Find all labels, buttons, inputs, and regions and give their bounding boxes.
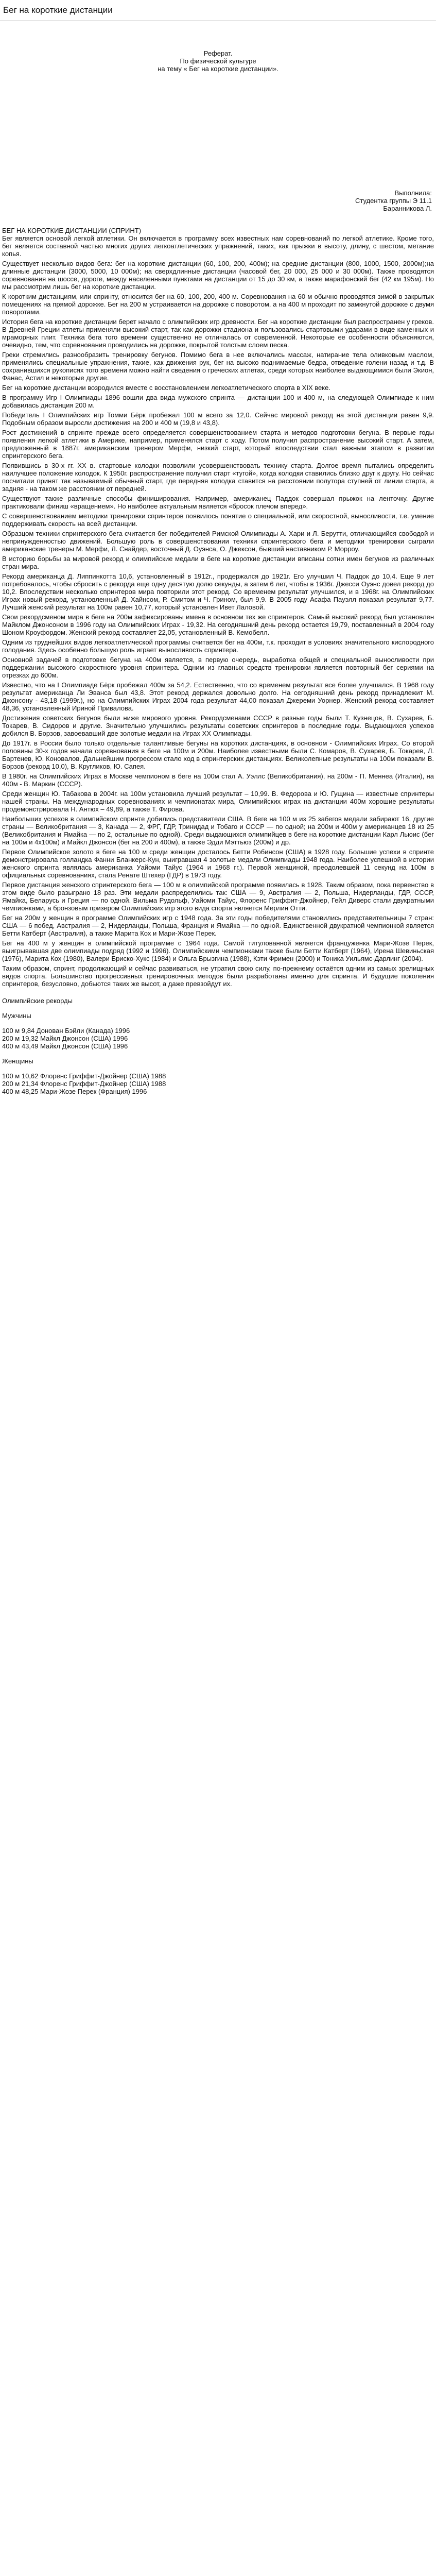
paragraph: Наибольших успехов в олимпийском спринте добились представители США. В беге на 100 м из 25 забегов медали забирают 16, другие страны — Великобритания — 3, Канада — 2, ФРГ, ГДР, Тринидад и Тобаго и СССР — по одной; на 200м и 400м у американцев 18 из 25 (Великобритания и Ямайка — по 2, остальные по одной). Среди выдающихся олимпийцев в беге на короткие дистанции Карл Льюис (бег на 100м и 4x100м) и Майкл Джонсон (бег на 200 и 400м), а также Эдди Мэттьюз (200м) и др. xyxy=(2,815,434,846)
paragraph: Одним из труднейших видов легкоатлетической программы считается бег на 400м, т.к. проходит в условиях значительного кислородного голодания. Здесь особенно большую роль играет выносливость спринтера. xyxy=(2,638,434,654)
paragraph: Рост достижений в спринте прежде всего определяется совершенствованием старта и методов подготовки бегуна. В первые годы появления легкой атлетики в Америке, например, применялся старт с ходу. Потом получил распространение высокий старт. А затем, предложенный в 1887г. американским тренером Мерфи, низкий старт, который впоследствии стал важным этапом в развитии спринтерского бега. xyxy=(2,429,434,460)
record-item: 100 м 9,84 Донован Бэйли (Канада) 1996 xyxy=(2,1027,130,1035)
performer-group: Студентка группы Э 11.1 xyxy=(355,197,432,205)
paragraph: Первое Олимпийское золото в беге на 100 м среди женщин досталось Бетти Робинсон (США) в 1928 году. Большие успехи в спринте демонстрировала голландка Фанни Бланкерс-Кун, выигравшая 4 золотые медали Олимпиады 1948 года. Наиболее успешной в истории женского спринта являлась американка Уайоми Тайус (1964 и 1968 гг.). Первой женщиной, преодолевшей 11 секунд на 100м в официальных соревнованиях, стала Ренате Штехер (ГДР) в 1973 году. xyxy=(2,848,434,879)
performer-label: Выполнила: xyxy=(394,189,432,197)
paragraph: В историю борьбы за мировой рекорд и олимпийские медали в беге на короткие дистанции вписаны сотни имен бегунов из различных стран мира. xyxy=(2,555,434,570)
paragraph: Победитель I Олимпийских игр Томми Бёрк пробежал 100 м всего за 12,0. Сейчас мировой рекорд на этой дистанции равен 9,9. Подобным образом выросли достижения на 200 и 400 м (19,8 и 43,8). xyxy=(2,411,434,427)
document-subject: По физической культуре xyxy=(180,57,256,65)
paragraph: Достижения советских бегунов были ниже мирового уровня. Рекордсменами СССР в разные годы были Т. Кузнецов, В. Сухарев, Б. Токарев, В. Сидоров и другие. Значительно улучшились результаты советских спринтеров в последние годы. Выдающихся успехов добился В. Борзов, завоевавший две золотые медали на Играх XX Олимпиады. xyxy=(2,714,434,737)
page-header xyxy=(0,0,436,21)
document-body xyxy=(0,49,436,1095)
records-heading: Олимпийские рекорды xyxy=(2,997,73,1005)
section-heading: БЕГ НА КОРОТКИЕ ДИСТАНЦИИ (СПРИНТ) xyxy=(2,227,142,234)
paragraph: Рекорд американца Д. Липпинкотта 10,6, установленный в 1912г., продержался до 1921г. Его улучшил Ч. Паддок до 10,4. Еще 9 лет потребовалось, чтобы сбросить с рекорда еще одну десятую долю секунды, а затем 6 лет, чтобы в 1936г. Джесси Оуэнс довел рекорд до 10,2. Впоследствии несколько спринтеров мира повторили этот рекорд. Со временем результат улучшился, и в 1968г. на Олимпийских Играх новый рекорд, установленный Д. Хайнсом, Р. Смитом и Ч. Грином, был 9,9. В 2005 году Асафа Пауэлл показал результат 9,77. Лучший женский результат на 100м равен 10,77, который установлен Ивет Лаловой. xyxy=(2,572,434,611)
paragraph: Существует несколько видов бега: бег на короткие дистанции (60, 100, 200, 400м); на средние дистанции (800, 1000, 1500, 2000м);на длинные дистанции (3000, 5000, 10 000м); на сверхдлинные дистанции (часовой бег, 20 000, 25 000 и 30 000м). Также проводятся соревнования на шоссе, дороге, между населенными пунктами на дистанции от 15 до 30 км, а также марафонский бег (42 км 195м). Но мы рассмотрим лишь бег на короткие дистанции. xyxy=(2,260,434,291)
author-block xyxy=(2,189,434,212)
paragraph: До 1917г. в России было только отдельные талантливые бегуны на коротких дистанциях, в основном - Олимпийских Играх. Со второй половины 30-х годов начала соревнования в беге на 100м и 200м. Наиболее известными были С. Комаров, В. Сухарев, Б. Токарев, Л. Бартенев, Ю. Коновалов. Дальнейшим прогрессом стало ход в спринтерских дистанциях. Великолепные результаты на 100м показали В. Борзов (рекорд 10,0), В. Кругликов, Ю. Сапея. xyxy=(2,739,434,770)
records-men-label: Мужчины xyxy=(2,1012,31,1020)
paragraph: В программу Игр I Олимпиады 1896 вошли два вида мужского спринта — дистанции 100 и 400 м, на следующей Олимпиаде к ним добавилась дистанция 200 м. xyxy=(2,394,434,409)
title-block xyxy=(2,49,434,73)
paragraph: Бег на 400 м у женщин в олимпийской программе с 1964 года. Самой титулованной является француженка Мари-Жозе Перек, выигрывавшая две олимпиады подряд (1992 и 1996). Олимпийскими чемпионками также были Бетти Катберт (1964), Ирена Шевиньская (1976), Марита Кох (1980), Валери Бриско-Хукс (1984) и Ольга Брызгина (1988), Кэти Фримен (2000) и Тоника Уильямс-Дарлинг (2004). xyxy=(2,939,434,962)
record-item: 400 м 43,49 Майкл Джонсон (США) 1996 xyxy=(2,1042,128,1050)
document-type: Реферат. xyxy=(203,49,233,57)
record-item: 200 м 19,32 Майкл Джонсон (США) 1996 xyxy=(2,1035,128,1042)
paragraph: Бег является основой легкой атлетики. Он включается в программу всех известных нам соревнований по легкой атлетике. Кроме того, бег является составной частью многих других легкоатлетических упражнений, таких, как прыжки в высоту, длину, с шестом, метание копья. xyxy=(2,234,434,258)
paragraph: Среди женщин Ю. Табакова в 2004г. на 100м установила лучший результат – 10,99. В. Федорова и Ю. Гущина — известные спринтеры нашей страны. На международных соревнованиях и чемпионатах мира, Олимпийских играх на дистанции 400м хорошие результаты продемонстрировала Н. Антюх – 49,89, а также Т. Фирова. xyxy=(2,790,434,813)
paragraph: Существуют также различные способы финиширования. Например, американец Паддок совершал прыжок на ленточку. Другие практиковали финиш «вращением». Но наиболее актуальным является «бросок плечом вперед». xyxy=(2,495,434,510)
record-item: 400 м 48,25 Мари-Жозе Перек (Франция) 1996 xyxy=(2,1088,147,1095)
paragraph: К коротким дистанциям, или спринту, относится бег на 60, 100, 200, 400 м. Соревнования на 60 м обычно проводятся зимой в закрытых помещениях на прямой дорожке. Бег на 200 м устраивается на дорожке с поворотом, а на 400 м проходит по замкнутой дорожке с двумя поворотами. xyxy=(2,293,434,316)
paragraphs xyxy=(2,234,434,988)
paragraph: Образцом техники спринтерского бега считается бег победителей Римской Олимпиады А. Хари и Л. Берутти, отличающийся свободой и непринужденностью движений. Большую роль в совершенствовании техники спринтерского бега и методики тренировки сыграли американские тренеры М. Мерфи, Л. Снайдер, восточный Д. Оуэнса, О. Джексон, бывший наставником Р. Морроу. xyxy=(2,530,434,553)
paragraph: Греки стремились разнообразить тренировку бегунов. Помимо бега в нее включались массаж, натирание тела оливковым маслом, применялись специальные упражнения, такие, как движения рук, бег на высоко поднимаемые бедра, отведение голени назад и т.д. В сохранившихся рукописях того времени можно найти сведения о греческих атлетах, среди которых наиболее выдающимися были Экион, Фанас, Астил и некоторые другие. xyxy=(2,351,434,382)
records-women-label: Женщины xyxy=(2,1057,33,1065)
paragraph: Появившись в 30-х гг. XX в. стартовые колодки позволили усовершенствовать технику старта. Долгое время пытались определить наилучшее положение колодок. К 1950г. распространение получил старт «тугой», когда колодки ставились близко друг к другу. Но сейчас посчитали принят так называемый обычный старт, где передняя колодка ставится на расстоянии полутора ступней от линии старта, а задняя - на таком же расстоянии от передней. xyxy=(2,462,434,493)
performer-name: Баранникова Л. xyxy=(383,205,432,212)
paragraph: Известно, что на I Олимпиаде Бёрк пробежал 400м за 54,2. Естественно, что со временем результат все более улучшался. В 1968 году результат американца Ли Эванса был 43,8. Этот рекорд держался довольно долго. На сегодняшний день рекорд принадлежит М. Джонсону - 43,18 (1999г.), но на Олимпийских Играх 2004 года результат 44,00 показал Джереми Уорнер. Женский рекорд составляет 48,36, установленный Ириной Привалова. xyxy=(2,681,434,712)
paragraph: Бег на короткие дистанции возродился вместе с восстановлением легкоатлетического спорта в XIX веке. xyxy=(2,384,330,392)
paragraph: История бега на короткие дистанции берет начало с олимпийских игр древности. Бег на короткие дистанции был распространен у греков. В Древней Греции атлеты применяли высокий старт, так как дорожки стадиона и пользовались стартовыми ударами в виде каменных и мраморных плит. Техника бега того времени существенно не отличалась от современной. Некоторые ее особенности объясняются, очевидно, тем, что соревнования проводились на дорожке, покрытой толстым слоем песка. xyxy=(2,318,434,349)
paragraph: С совершенствованием методики тренировки спринтеров появилось понятие о специальной, или скоростной, выносливости, т.е. умение поддерживать скорость на всей дистанции. xyxy=(2,512,434,528)
paragraph: В 1980г. на Олимпийских Играх в Москве чемпионом в беге на 100м стал А. Уэллс (Великобритания), на 200м - П. Меннеа (Италия), на 400м - В. Маркин (СССР). xyxy=(2,772,434,788)
page-title: Бег на короткие дистанции xyxy=(3,5,113,15)
record-item: 100 м 10,62 Флоренс Гриффит-Джойнер (США) 1988 xyxy=(2,1072,166,1080)
record-item: 200 м 21,34 Флоренс Гриффит-Джойнер (США) 1988 xyxy=(2,1080,166,1088)
document-topic: на тему « Бег на короткие дистанции». xyxy=(158,65,278,73)
paragraph: Свои рекордсменом мира в беге на 200м зафиксированы имена в основном тех же спринтеров. Самый высокий рекорд был установлен Майклом Джонсоном в 1996 году на Олимпийских Играх - 19,32. На сегодняшний день рекорд остается 19,79, поставленный в 2004 году Шоном Кроуфордом. Женский рекорд составляет 22,05, установленный В. Кемобелл. xyxy=(2,613,434,636)
paragraph: Бег на 200м у женщин в программе Олимпийских игр с 1948 года. За эти годы победителями становились представительницы 7 стран: США — 6 побед, Австралия — 2, Нидерланды, Польша, Франция и Ямайка — по одной. Единственной двукратной чемпионкой является Бетти Катберт (Австралия), а также Марита Кох и Мари-Жозе Перек. xyxy=(2,914,434,937)
paragraph: Таким образом, спринт, продолжающий и сейчас развиваться, не утратил свою силу, по-прежнему остаётся одним из самых зрелищных видов спорта. Большинство прогрессивных тренировочных методов были разработаны именно для спринта. И будущие поколения спринтеров, безусловно, добьются таких же высот, а даже превзойдут их. xyxy=(2,964,434,988)
paragraph: Основной задачей в подготовке бегуна на 400м является, в первую очередь, выработка общей и специальной выносливости при поддержании высокого скоростного уровня спринтера. Одним из главных средств тренировки является повторный бег сериями на отрезках до 600м. xyxy=(2,656,434,679)
paragraph: Первое дистанция женского спринтерского бега — 100 м в олимпийской программе появилась в 1928. Таким образом, пока первенство в этом виде было разыграно 18 раз. Эти медали распределились так: США — 9, Австралия — 2, Польша, Нидерланды, ГДР, СССР, Ямайка, Беларусь и Греция — по одной. Вильма Рудольф, Уайоми Тайус, Флоренс Гриффит-Джойнер, Гейл Диверс стали двукратными чемпионками, а бронзовым призером Олимпийских игр этого вида спорта является Мерлин Отти. xyxy=(2,881,434,912)
